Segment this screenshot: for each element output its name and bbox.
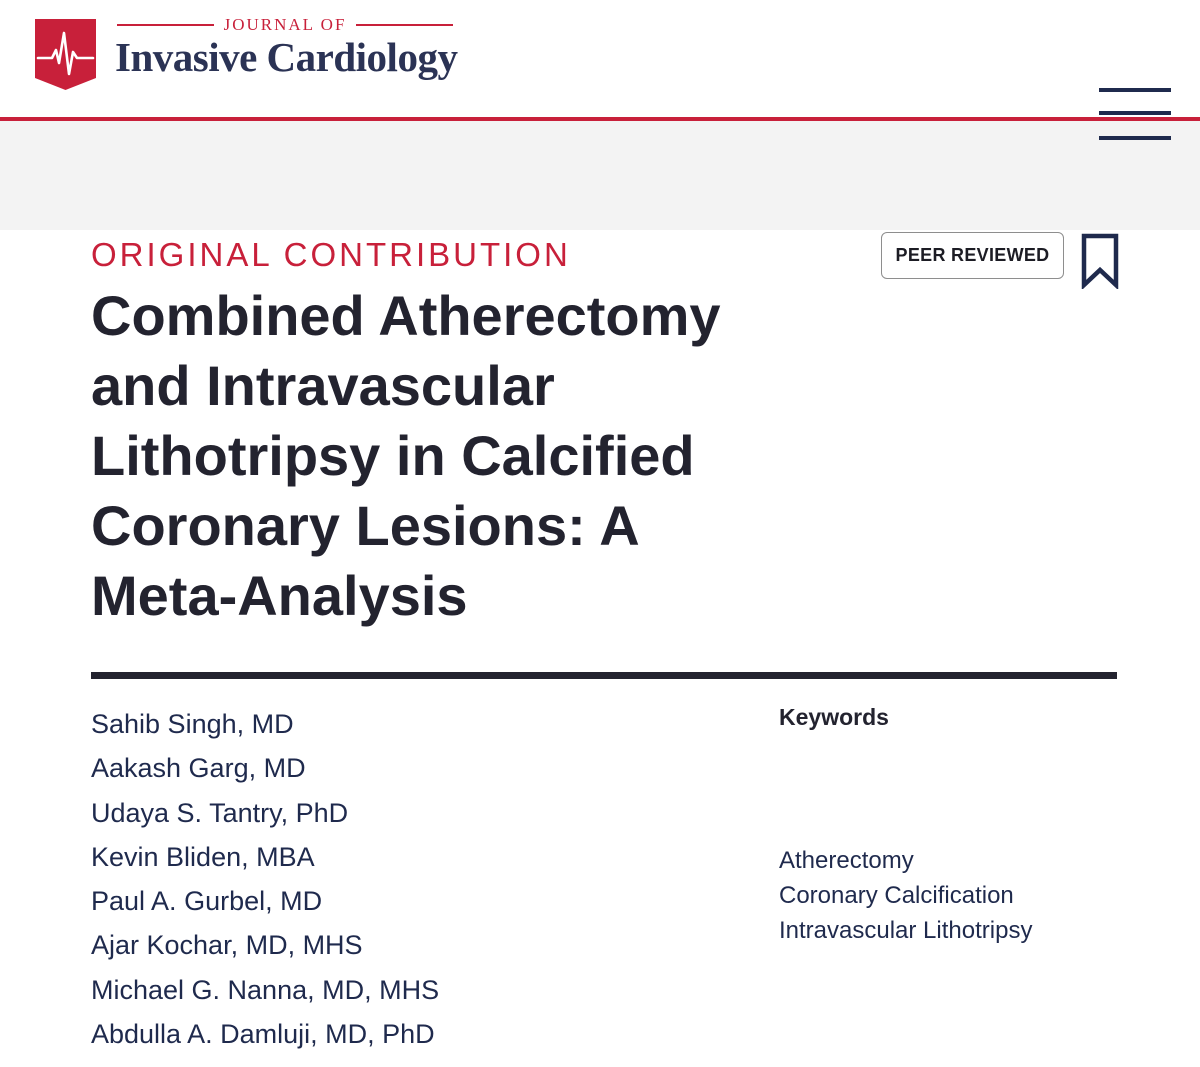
hamburger-menu-icon[interactable] bbox=[1097, 85, 1173, 143]
author-link[interactable]: Sahib Singh, MD bbox=[91, 709, 294, 739]
author-link[interactable]: Ajar Kochar, MD, MHS bbox=[91, 930, 363, 961]
bookmark-icon[interactable] bbox=[1081, 233, 1119, 289]
author-link[interactable]: Michael G. Nanna, MD, MHS bbox=[91, 974, 440, 1005]
keyword-link[interactable]: Coronary Calcification bbox=[779, 882, 1014, 909]
author-link[interactable]: Aakash Garg, MD bbox=[91, 753, 306, 784]
keyword-link[interactable]: Intravascular Lithotripsy bbox=[779, 917, 1033, 944]
ad-band bbox=[0, 121, 1200, 230]
journal-name[interactable]: Invasive Cardiology bbox=[115, 34, 458, 80]
peer-reviewed-badge: PEER REVIEWED bbox=[881, 232, 1064, 279]
author-list bbox=[91, 702, 439, 1056]
keywords-heading: Keywords bbox=[779, 704, 889, 730]
author-link[interactable]: Kevin Bliden, MBA bbox=[91, 841, 315, 872]
author-link[interactable]: Paul A. Gurbel, MD bbox=[91, 886, 323, 917]
keyword-list bbox=[779, 843, 1032, 948]
title-divider bbox=[91, 672, 1117, 679]
keyword-link[interactable]: Atherectomy bbox=[779, 847, 914, 874]
author-link[interactable]: Abdulla A. Damluji, MD, PhD bbox=[91, 1019, 435, 1050]
journal-of-text: JOURNAL OF bbox=[223, 15, 347, 34]
heartbeat-logo-icon[interactable] bbox=[35, 19, 96, 90]
article-title: Combined Atherectomy and Intravascular Lithotripsy in Calcified Coronary Lesions: A Meta-Analysis bbox=[91, 284, 721, 627]
site-header bbox=[0, 0, 1200, 118]
article-category[interactable]: ORIGINAL CONTRIBUTION bbox=[91, 236, 571, 273]
author-link[interactable]: Udaya S. Tantry, PhD bbox=[91, 797, 349, 828]
